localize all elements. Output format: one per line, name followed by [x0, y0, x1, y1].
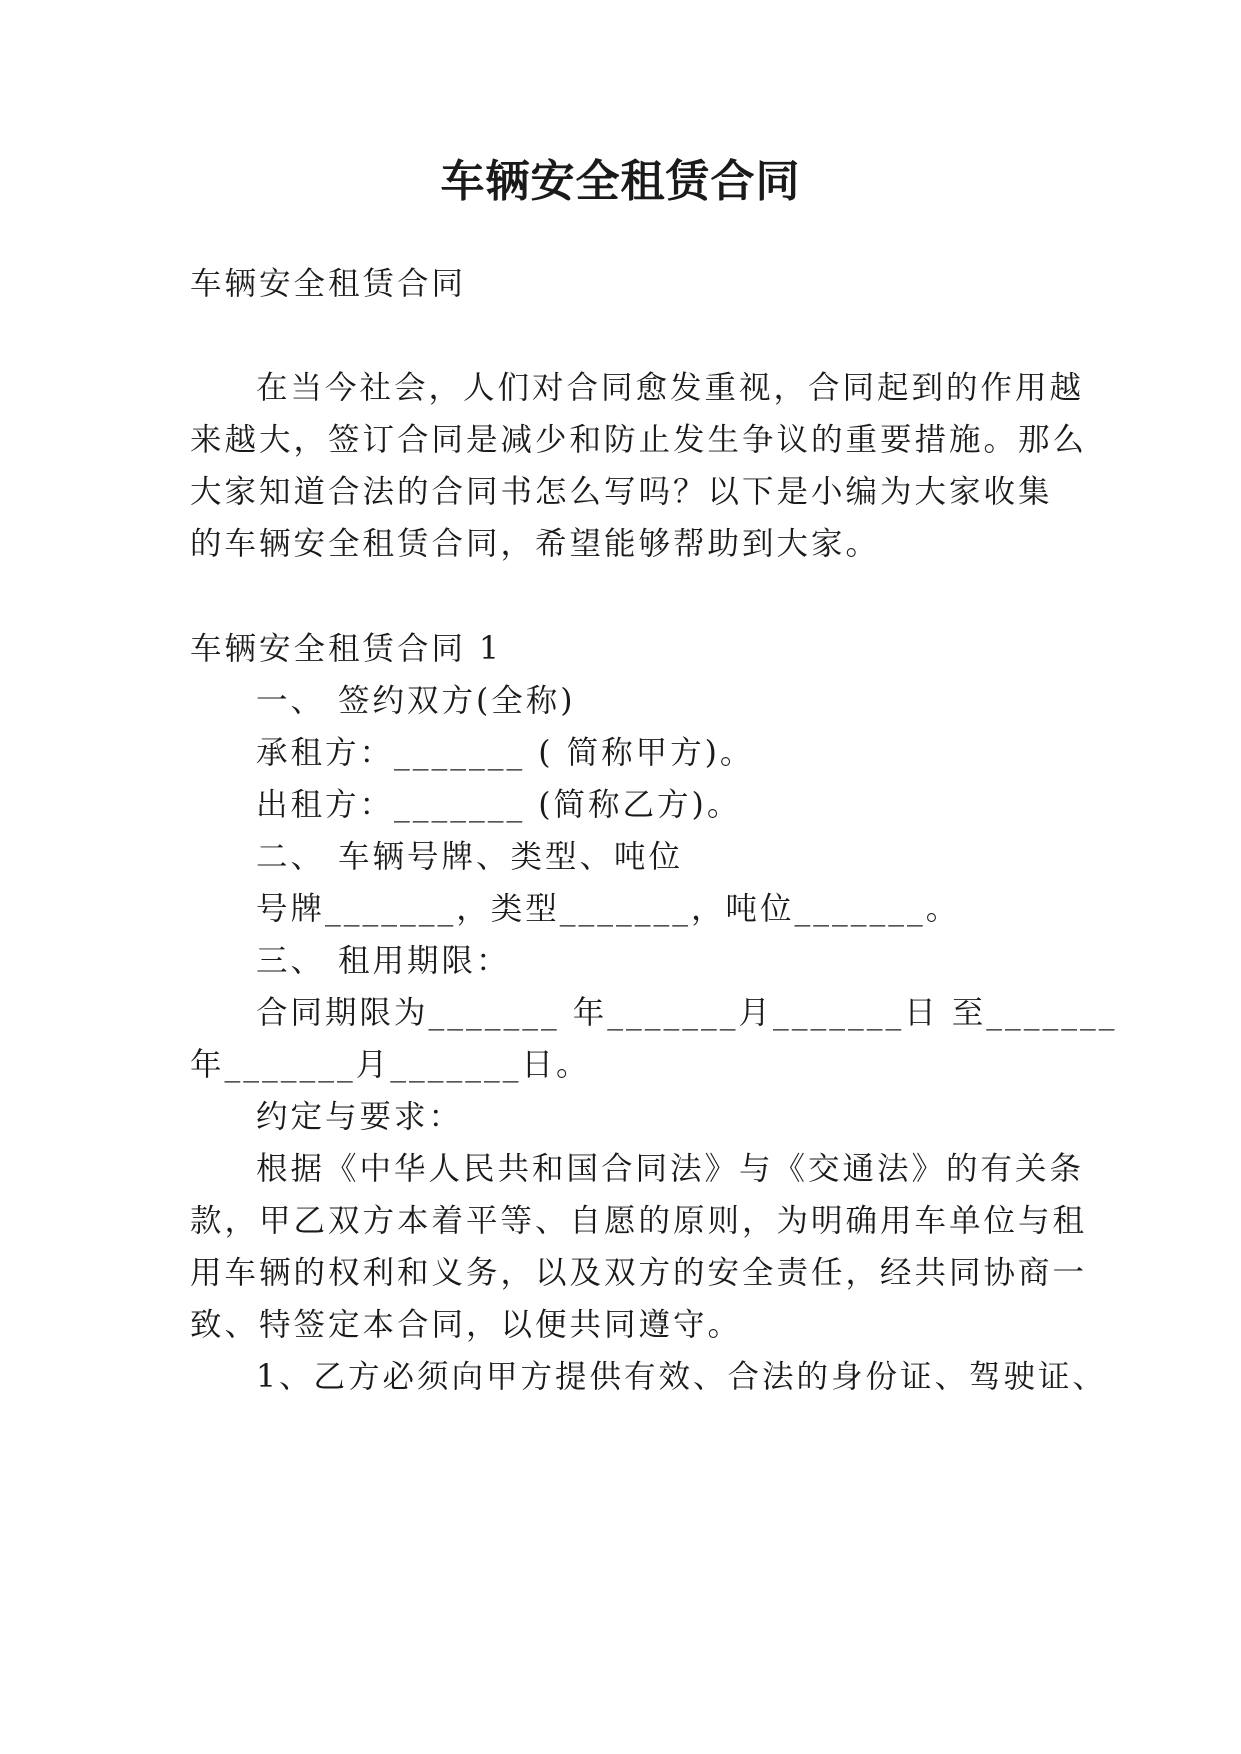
- body-text-line: 1、乙方必须向甲方提供有效、合法的身份证、驾驶证、: [256, 1359, 1108, 1395]
- body-text-line: 根据《中华人民共和国合同法》与《交通法》的有关条: [256, 1151, 1085, 1187]
- document-subtitle: 车辆安全租赁合同: [190, 266, 467, 302]
- clause-heading: 约定与要求：: [256, 1099, 464, 1135]
- body-text-line: 用车辆的权利和义务，以及双方的安全责任，经共同协商一: [190, 1255, 1088, 1291]
- clause-heading: 三、 租用期限：: [256, 943, 511, 979]
- lessor-field: 出租方：_______ (简称乙方)。: [256, 787, 742, 823]
- lessee-field: 承租方：_______ ( 简称甲方)。: [256, 735, 755, 771]
- term-dates-line: 年_______月_______日。: [190, 1047, 591, 1083]
- intro-line: 的车辆安全租赁合同，希望能够帮助到大家。: [190, 526, 881, 562]
- document-title: 车辆安全租赁合同: [440, 156, 801, 207]
- section-heading: 车辆安全租赁合同 1: [190, 631, 503, 667]
- clause-heading: 一、 签约双方(全称): [256, 683, 576, 719]
- term-dates-line: 合同期限为_______ 年_______月_______日 至_______: [256, 995, 1118, 1031]
- body-text-line: 致、特签定本合同，以便共同遵守。: [190, 1307, 743, 1343]
- body-text-line: 款，甲乙双方本着平等、自愿的原则，为明确用车单位与租: [190, 1203, 1088, 1239]
- clause-heading: 二、 车辆号牌、类型、吨位: [256, 839, 684, 875]
- intro-line: 来越大，签订合同是减少和防止发生争议的重要措施。那么: [190, 422, 1088, 458]
- intro-line: 大家知道合法的合同书怎么写吗？以下是小编为大家收集: [190, 474, 1053, 510]
- intro-line: 在当今社会，人们对合同愈发重视，合同起到的作用越: [256, 370, 1085, 406]
- vehicle-fields: 号牌_______，类型_______，吨位_______。: [256, 891, 961, 927]
